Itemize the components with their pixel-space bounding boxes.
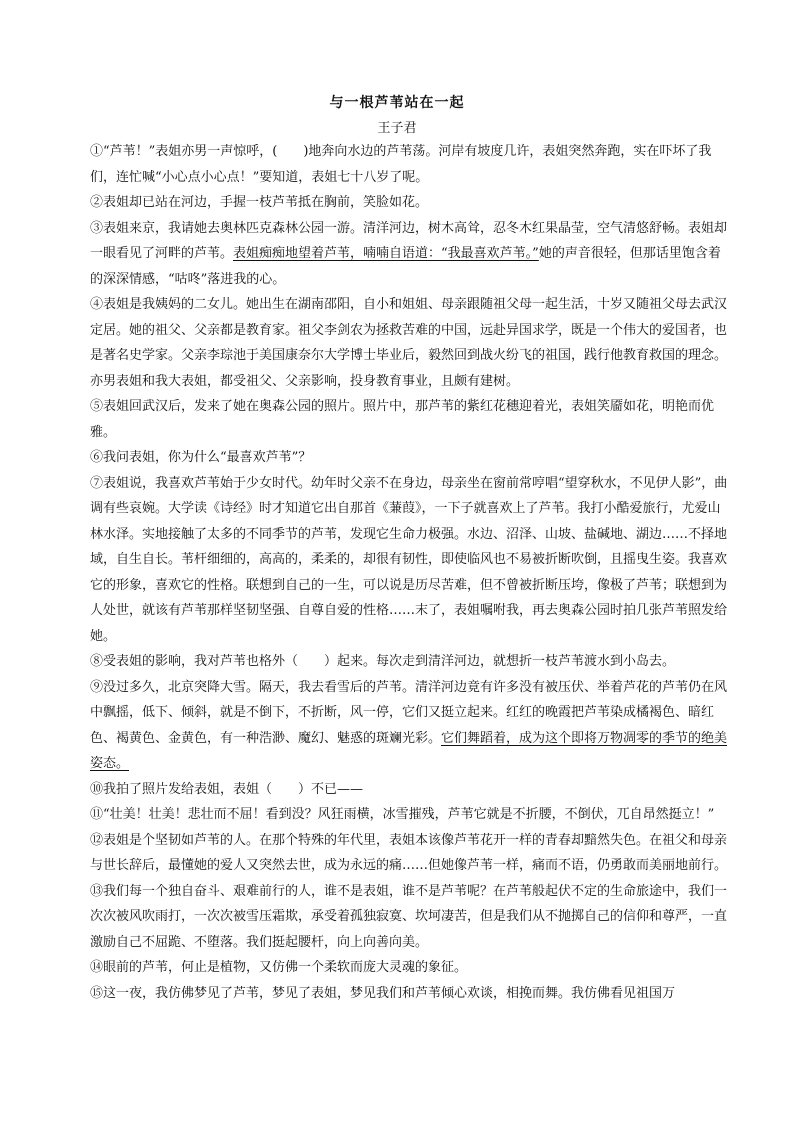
paragraph-3	[90, 216, 730, 293]
paragraph-3-part-1: ③表姐来京，我请她去奥林匹克森林公园一游。清洋河边，树木高耸，忍冬木红果晶莹，空气清悠舒畅。表姐却一眼看见了河畔的芦苇。	[90, 220, 728, 261]
paragraph-10: ⑩我拍了照片发给表姐，表姐（ ）不已——	[90, 781, 364, 797]
paragraph-15: ⑮这一夜，我仿佛梦见了芦苇，梦见了表姐，梦见我们和芦苇倾心欢谈，相挽而舞。我仿佛看见祖国万	[90, 985, 676, 1001]
paragraph-13: ⑬我们每一个独自奋斗、艰难前行的人，谁不是表姐，谁不是芦苇呢？在芦苇般起伏不定的生命旅途中，我们一次次被风吹雨打，一次次被雪压霜欺，承受着孤独寂寞、坎坷凄苦，但是我们从不抛掷自己的信仰和尊严，一直激励自己不屈跪、不堕落。我们挺起腰杆，向上向善向美。	[90, 883, 728, 950]
underlined-sentence-2: 它们舞蹈着，成为这个即将万物凋零的季节的绝美姿态。	[90, 730, 728, 771]
paragraph-1: ①“芦苇！”表姐亦男一声惊呼，( )地奔向水边的芦苇荡。河岸有坡度几许，表姐突然奔跑，实在吓坏了我们，连忙喊“小心点小心点！”要知道，表姐七十八岁了呢。	[90, 144, 712, 185]
underlined-sentence-1: 表姐痴痴地望着芦苇，喃喃自语道：“我最喜欢芦苇。”	[233, 246, 539, 261]
article-author: 王子君	[377, 121, 417, 136]
paragraph-8: ⑧受表姐的影响，我对芦苇也格外（ ）起来。每次走到清洋河边，就想折一枝芦苇渡水到小岛去。	[90, 654, 676, 669]
paragraph-9	[90, 675, 730, 777]
paragraph-3-part-3: 她的声音很轻，但那话里饱含着的深深情感，“咕咚”落进我的心。	[90, 246, 721, 287]
paragraph-12: ⑫表姐是个坚韧如芦苇的人。在那个特殊的年代里，表姐本该像芦苇花开一样的青春却黯然失色。在祖父和母亲与世长辞后，最懂她的爱人又突然去世，成为永远的痛……但她像芦苇一样，痛而不语，仍勇敢而美丽地前行。	[90, 832, 728, 873]
paragraph-14: ⑭眼前的芦苇，何止是植物，又仿佛一个柔软而庞大灵魂的象征。	[90, 960, 468, 975]
paragraph-6: ⑥我问表姐，你为什么“最喜欢芦苇”？	[90, 450, 312, 465]
paragraph-11: ⑪“壮美！壮美！悲壮而不屈！看到没？风狂雨横，冰雪摧残，芦苇它就是不折腰，不倒伏，兀自昂然挺立！”	[90, 807, 715, 822]
paragraph-7: ⑦表姐说，我喜欢芦苇始于少女时代。幼年时父亲不在身边，母亲坐在窗前常哼唱“望穿秋水，不见伊人影”，曲调有些哀婉。大学读《诗经》时才知道它出自那首《蒹葭》，一下子就喜欢上了芦苇。我打小酷爱旅行，尤爱山林水泽。实地接触了太多的不同季节的芦苇，发现它生命力极强。水边、沼泽、山坡、盐碱地、湖边……不择地域，自生自长。苇杆细细的，高高的，柔柔的，却很有韧性，即使临风也不易被折断吹倒，且摇曳生姿。我喜欢它的形象，喜欢它的性格。联想到自己的一生，可以说是历尽苦难，但不曾被折断压垮，像极了芦苇；联想到为人处世，就该有芦苇那样坚韧坚强、自尊自爱的性格……末了，表姐嘱咐我，再去奥森公园时拍几张芦苇照发给她。	[90, 475, 728, 644]
paragraph-9-part-1: ⑨没过多久，北京突降大雪。隔天，我去看雪后的芦苇。清洋河边竟有许多没有被压伏、举着芦花的芦苇仍在风中飘摇，低下、倾斜，就是不倒下，不折断，风一停，它们又挺立起来。红红的晚霞把芦苇染成橘褐色、暗红色、褐黄色、金黄色，有一种浩渺、魔幻、魅惑的斑斓光彩。	[90, 679, 728, 746]
article-title: 与一根芦苇站在一起	[329, 95, 465, 111]
paragraph-2: ②表姐却已站在河边，手握一枝芦苇抵在胸前，笑脸如花。	[90, 195, 429, 210]
article-body	[90, 139, 730, 1006]
paragraph-5: ⑤表姐回武汉后，发来了她在奥森公园的照片。照片中，那芦苇的紫红花穗迎着光，表姐笑靥如花，明艳而优雅。	[90, 399, 715, 440]
paragraph-4: ④表姐是我姨妈的二女儿。她出生在湖南邵阳，自小和姐姐、母亲跟随祖父母一起生活，十岁又随祖父母去武汉定居。她的祖父、父亲都是教育家。祖父李剑农为拯救苦难的中国，远赴异国求学，既是一个伟大的爱国者，也是著名史学家。父亲李琮池于美国康奈尔大学博士毕业后，毅然回到战火纷飞的祖国，践行他教育救国的理念。亦男表姐和我大表姐，都受祖父、父亲影响，投身教育事业，且颇有建树。	[90, 297, 728, 389]
